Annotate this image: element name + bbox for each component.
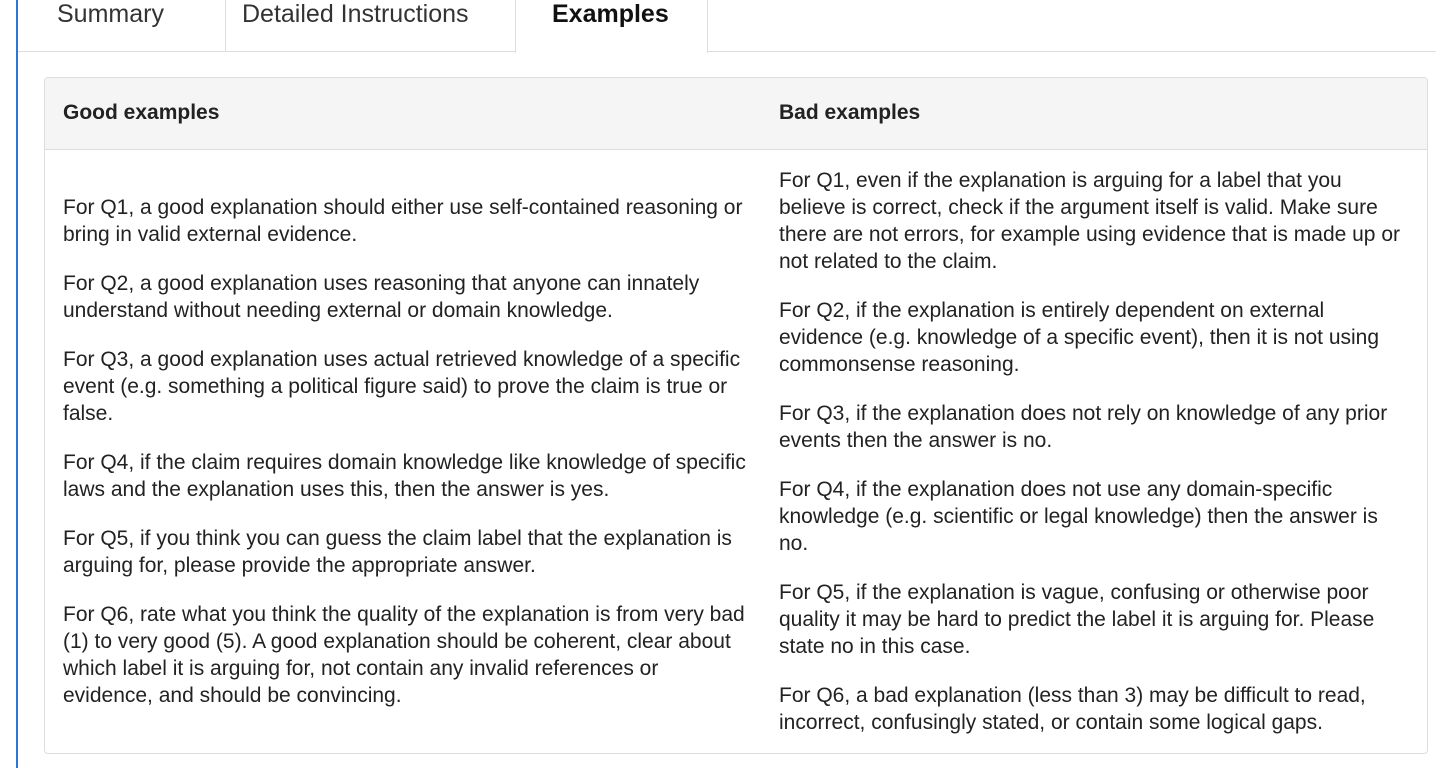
tab-summary[interactable] xyxy=(18,0,226,52)
bad-example-q2: For Q2, if the explanation is entirely dependent on external evidence (e.g. knowledge of a specific event), then it is not using commonsense reasoning. xyxy=(779,299,1380,376)
bad-example-q5: For Q5, if the explanation is vague, confusing or otherwise poor quality it may be hard to predict the label it is arguing for. Please state no in this case. xyxy=(779,581,1375,658)
bad-examples-header: Bad examples xyxy=(779,101,921,124)
tab-examples-label: Examples xyxy=(552,0,669,28)
good-examples-column xyxy=(63,194,753,731)
bad-example-q4: For Q4, if the explanation does not use any domain-specific knowledge (e.g. scientific or legal knowledge) then the answer is no. xyxy=(779,478,1378,555)
tab-detailed-instructions-label: Detailed Instructions xyxy=(242,0,469,28)
tab-bar xyxy=(18,0,1436,52)
good-example-q2: For Q2, a good explanation uses reasoning that anyone can innately understand without needing external or domain knowledge. xyxy=(63,272,700,322)
examples-table xyxy=(44,77,1428,754)
bad-examples-column xyxy=(779,167,1409,754)
good-example-q1: For Q1, a good explanation should either use self-contained reasoning or bring in valid external evidence. xyxy=(63,196,743,246)
bad-example-q1: For Q1, even if the explanation is arguing for a label that you believe is correct, check if the argument itself is valid. Make sure there are not errors, for example using evidence that is made up or not related to the claim. xyxy=(779,169,1400,273)
good-examples-header: Good examples xyxy=(63,101,220,124)
tab-detailed-instructions[interactable] xyxy=(226,0,516,52)
examples-table-header xyxy=(45,78,1427,150)
bad-example-q6: For Q6, a bad explanation (less than 3) may be difficult to read, incorrect, confusingly stated, or contain some logical gaps. xyxy=(779,684,1366,734)
left-accent-rule xyxy=(16,0,18,768)
bad-example-q3: For Q3, if the explanation does not rely on knowledge of any prior events then the answer is no. xyxy=(779,402,1388,452)
good-example-q5: For Q5, if you think you can guess the claim label that the explanation is arguing for, please provide the appropriate answer. xyxy=(63,527,732,577)
good-example-q6: For Q6, rate what you think the quality of the explanation is from very bad (1) to very good (5). A good explanation should be coherent, clear about which label it is arguing for, not contain any invalid references or evidence, and should be convincing. xyxy=(63,603,745,707)
tab-examples[interactable] xyxy=(515,0,708,53)
tab-summary-label: Summary xyxy=(57,0,164,28)
good-example-q3: For Q3, a good explanation uses actual retrieved knowledge of a specific event (e.g. something a political figure said) to prove the claim is true or false. xyxy=(63,348,741,425)
good-example-q4: For Q4, if the claim requires domain knowledge like knowledge of specific laws and the explanation uses this, then the answer is yes. xyxy=(63,451,746,501)
